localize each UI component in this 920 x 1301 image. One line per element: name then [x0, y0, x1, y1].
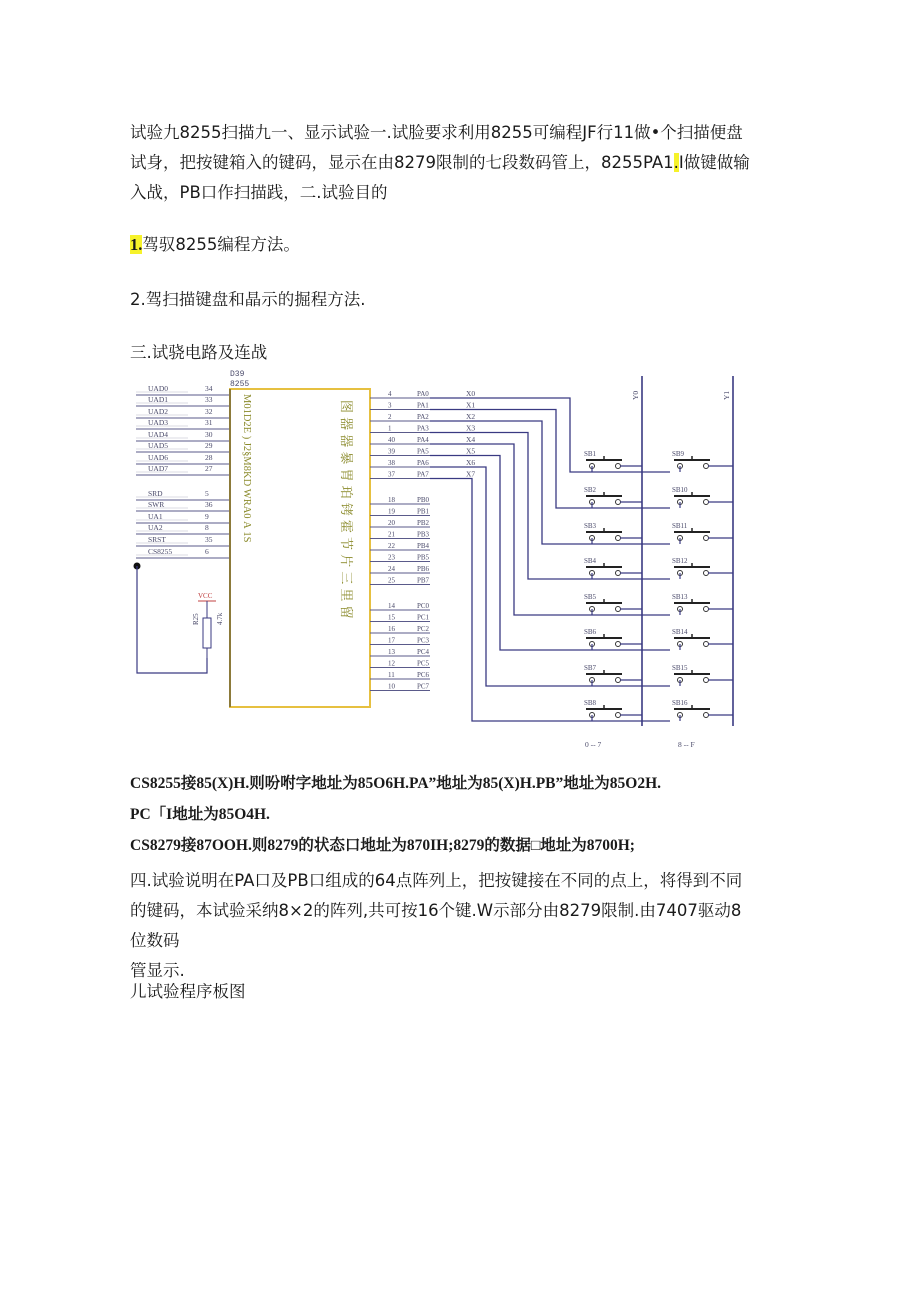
port-pin-name: PC6	[417, 671, 430, 679]
goal-2: 2.驾扫描键盘和晶示的掘程方法.	[130, 290, 366, 309]
chip-left-labels: M01D2E ) J2§M8KD WRA0 A 1S	[241, 394, 252, 543]
x-row-wire	[430, 456, 582, 651]
section-4-paragraph	[130, 866, 750, 986]
misc-parts	[134, 563, 225, 674]
switch-label: SB10	[672, 486, 688, 494]
left-pin-number: 36	[205, 500, 213, 509]
left-pin-name: SRD	[148, 489, 163, 498]
left-pin-name: UAD6	[148, 453, 168, 462]
switch-contact	[616, 571, 621, 576]
switch-label: SB8	[584, 699, 597, 707]
left-pin-number: 32	[205, 407, 213, 416]
x-row-wire	[430, 433, 582, 580]
switch-label: SB3	[584, 522, 597, 530]
x-label: X4	[466, 435, 476, 444]
switch-label: SB1	[584, 450, 597, 458]
address-note-3: CS8279接87OOH.则8279的状态口地址为870IH;8279的数据□地址为8700H;	[130, 837, 635, 854]
port-pin-number: 24	[388, 565, 395, 573]
range-left: 0 -- 7	[585, 740, 602, 749]
port-pin-name: PB4	[417, 542, 430, 550]
address-note-2: PC「I地址为85O4H.	[130, 806, 270, 823]
port-pin-name: PC5	[417, 659, 430, 668]
switch-contact	[616, 678, 621, 683]
section-3-title: 三.试骁电路及连战	[130, 343, 268, 362]
switch-label: SB15	[672, 664, 688, 672]
left-pin-name: UAD3	[148, 418, 168, 427]
left-pin-name: UAD7	[148, 464, 168, 473]
port-pin-number: 15	[388, 613, 395, 622]
x-label: X1	[466, 400, 476, 410]
switch-contact	[616, 642, 621, 647]
section-4-line-3: 管显示.	[130, 961, 185, 980]
intro-line-2	[130, 148, 750, 178]
left-pin-group	[136, 384, 230, 558]
left-pin-name: UAD1	[148, 395, 168, 404]
left-pin-name: UAD4	[148, 430, 168, 439]
port-pin-name: PA2	[417, 413, 429, 421]
switch-label: SB2	[584, 486, 597, 494]
switch-contact	[704, 571, 709, 576]
port-pin-name: PC3	[417, 636, 430, 645]
left-pin-number: 27	[205, 464, 213, 473]
port-pin-name: PA3	[417, 424, 429, 433]
switch-contact	[704, 607, 709, 612]
goal-1	[130, 230, 750, 260]
port-pin-number: 4	[388, 390, 392, 398]
port-pin-name: PB7	[417, 576, 430, 585]
switch-label: SB4	[584, 557, 597, 565]
left-pin-number: 29	[205, 441, 213, 450]
x-label: X6	[466, 458, 476, 467]
port-pin-number: 3	[388, 401, 392, 410]
port-pin-name: PA7	[417, 470, 429, 479]
port-pin-name: PB3	[417, 530, 430, 539]
port-pin-number: 23	[388, 553, 395, 562]
left-pin-name: SRST	[148, 535, 166, 544]
switch-label: SB14	[672, 628, 688, 636]
left-pin-name: UAD2	[148, 407, 168, 416]
x-label: X3	[466, 423, 476, 433]
chip-8255	[230, 370, 370, 707]
x-label: X5	[466, 446, 476, 456]
goal-1-number: 1.	[130, 235, 143, 254]
highlight-mark: .	[673, 153, 679, 172]
left-pin-number: 6	[205, 547, 209, 556]
key-matrix	[430, 376, 733, 749]
resistor-ref: R25	[192, 613, 200, 625]
left-pin-number: 34	[205, 384, 213, 393]
chip-ref: D39	[230, 370, 245, 379]
right-pin-group	[370, 390, 430, 691]
switch-contact	[616, 713, 621, 718]
left-pin-number: 5	[205, 489, 209, 498]
switch-contact	[704, 678, 709, 683]
port-pin-name: PA1	[417, 401, 429, 410]
port-pin-number: 2	[388, 413, 392, 421]
intro-line-2a: 试身，把按键箱入的键码，显示在由8279限制的七段数码管上，8255PA1	[130, 153, 674, 172]
port-pin-number: 19	[388, 507, 395, 516]
left-pin-name: SWR	[148, 500, 165, 509]
port-pin-number: 14	[388, 602, 395, 610]
port-pin-name: PB6	[417, 565, 430, 573]
switch-label: SB5	[584, 593, 597, 601]
y0-label: Y0	[631, 390, 640, 400]
port-pin-number: 25	[388, 576, 395, 585]
port-pin-name: PC4	[417, 648, 430, 656]
switch-contact	[704, 642, 709, 647]
x-label: X0	[466, 389, 476, 398]
x-row-wire	[430, 421, 582, 544]
port-pin-name: PC0	[417, 602, 430, 610]
x-row-wire	[430, 444, 582, 615]
switch-contact	[616, 607, 621, 612]
chip-right-labels: 图 器 器 暴 胃 珀 铐 霍 节 片 三 里 留	[338, 400, 353, 619]
y1-label: Y1	[722, 390, 731, 400]
switch-label: SB7	[584, 664, 597, 672]
left-pin-name: CS8255	[148, 547, 173, 556]
left-pin-name: UAD0	[148, 384, 168, 393]
intro-line-2b: I做键做输	[678, 153, 750, 172]
switch-label: SB9	[672, 450, 685, 458]
left-pin-number: 35	[205, 535, 213, 544]
port-pin-number: 13	[388, 648, 395, 656]
circuit-diagram	[130, 368, 750, 753]
intro-paragraph	[130, 118, 750, 208]
switch-label: SB11	[672, 522, 688, 530]
vcc-label: VCC	[198, 592, 213, 600]
port-pin-name: PC7	[417, 682, 430, 691]
section-5-title: 儿试验程序板图	[130, 982, 246, 1001]
port-pin-number: 16	[388, 625, 395, 633]
x-label: X7	[466, 469, 476, 479]
port-pin-name: PA6	[417, 459, 429, 467]
intro-line-3: 入战，PB口作扫描践，二.试验目的	[130, 183, 388, 202]
port-pin-name: PC2	[417, 625, 430, 633]
x-label: X2	[466, 412, 476, 421]
x-row-wire	[430, 467, 582, 686]
left-pin-number: 9	[205, 512, 209, 521]
switch-label: SB13	[672, 593, 688, 601]
switch-contact	[704, 464, 709, 469]
port-pin-name: PA0	[417, 390, 429, 398]
left-pin-name: UA2	[148, 523, 163, 532]
x-row-wire	[430, 410, 582, 509]
chip-name: 8255	[230, 380, 250, 389]
port-pin-number: 40	[388, 436, 395, 444]
switch-label: SB12	[672, 557, 688, 565]
port-pin-number: 39	[388, 447, 395, 456]
port-pin-number: 37	[388, 470, 395, 479]
goal-1-text: 驾驭8255编程方法。	[142, 235, 300, 254]
range-right: 8 -- F	[678, 740, 695, 749]
switch-label: SB16	[672, 699, 688, 707]
port-pin-number: 12	[388, 659, 395, 668]
section-4-line-1: 四.试验说明在PA口及PB口组成的64点阵列上，把按键接在不同的点上，将得到不同	[130, 871, 743, 890]
left-pin-number: 31	[205, 418, 213, 427]
section-4-line-2: 的键码，本试验采纳8×2的阵列,共可按16个键.W示部分由8279限制.由7407驱动8位数码	[130, 901, 742, 950]
left-pin-name: UA1	[148, 512, 163, 521]
port-pin-name: PB1	[417, 507, 430, 516]
port-pin-number: 20	[388, 519, 395, 527]
switch-contact	[704, 713, 709, 718]
intro-line-1: 试验九8255扫描九一、显示试验一.试脸要求利用8255可编程JF行11做•个扫描便盘	[130, 123, 743, 142]
port-pin-number: 21	[388, 530, 395, 539]
switch-contact	[704, 536, 709, 541]
port-pin-name: PB5	[417, 553, 430, 562]
x-row-wire	[430, 479, 582, 722]
port-pin-number: 1	[388, 424, 392, 433]
left-pin-number: 33	[205, 395, 213, 404]
port-pin-number: 17	[388, 636, 395, 645]
switch-contact	[704, 500, 709, 505]
resistor-value: 4.7k	[216, 612, 224, 625]
port-pin-name: PB0	[417, 496, 430, 504]
port-pin-name: PA4	[417, 436, 429, 444]
left-pin-number: 28	[205, 453, 213, 462]
port-pin-number: 18	[388, 496, 395, 504]
switch-label: SB6	[584, 628, 597, 636]
switch-contact	[616, 500, 621, 505]
port-pin-number: 11	[388, 671, 395, 679]
port-pin-name: PB2	[417, 519, 430, 527]
switch-contact	[616, 536, 621, 541]
left-pin-number: 30	[205, 430, 213, 439]
switch-contact	[616, 464, 621, 469]
address-note-1: CS8255接85(X)H.则吩咐字地址为85O6H.PA”地址为85(X)H.PB”地址为85O2H.	[130, 775, 662, 792]
port-pin-number: 22	[388, 542, 395, 550]
resistor-body	[203, 618, 211, 648]
left-pin-name: UAD5	[148, 441, 168, 450]
left-pin-number: 8	[205, 523, 209, 532]
port-pin-number: 10	[388, 682, 395, 691]
port-pin-number: 38	[388, 459, 395, 467]
port-pin-name: PC1	[417, 613, 430, 622]
port-pin-name: PA5	[417, 447, 429, 456]
